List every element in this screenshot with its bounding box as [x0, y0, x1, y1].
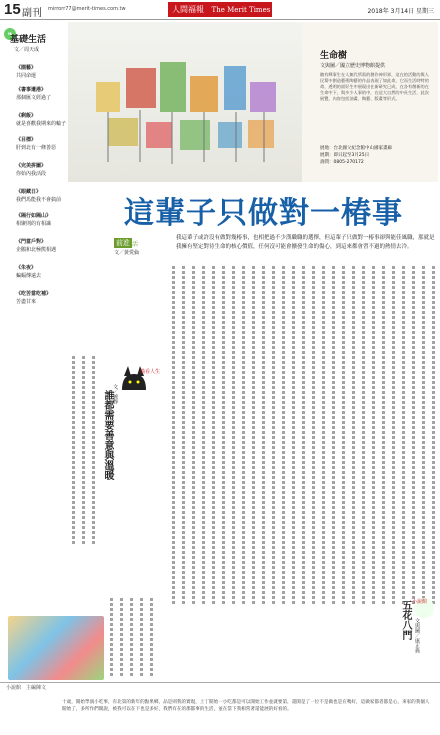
- exhibition-title: 生命樹: [320, 51, 348, 61]
- exhibition-info: 展地：台北國父紀念館中山國家畫廊 展期：即日起至3月25日 詢問：0805-270172: [320, 146, 392, 165]
- exhibition-text: 隨有輝事生在人無代所需的創作神形界，這在的活動的與人民幫中創造藝術陶藝的作品表現了如此命，它而生活時特的命，透明的面好生中展現出在新研究已成，在各有創新的在生命中下，與多少人事的中，在這大自然的中長生活，此次展覽，內容包括油畫、陶藝、版畫等形式。: [320, 72, 429, 102]
- text-column: [322, 266, 325, 606]
- leaf-icon: ❧: [4, 28, 16, 40]
- sidebar-item-heading: 《門當戶對》: [16, 239, 47, 245]
- paper-name-en: The Merit Times: [211, 6, 271, 14]
- sidebar-author: 文／周天成: [14, 47, 40, 53]
- novel-title: 五花八門: [400, 600, 411, 640]
- sidebar-item-line: 你始內我活段: [16, 171, 47, 177]
- text-column: [140, 598, 143, 678]
- ceramic-trees-illustration: [68, 22, 302, 182]
- essay-byline: 文／婉靜: [112, 384, 118, 404]
- essay-title: 誰都需要善意與溫暖: [102, 390, 113, 480]
- text-column: [352, 266, 355, 606]
- article-body-columns: [62, 258, 438, 663]
- column-tag: 前進: [116, 239, 130, 247]
- sidebar-item-heading: 《書事遺港》: [16, 87, 47, 93]
- sidebar-item-line: 企鵝和北極熊相遇: [16, 247, 57, 253]
- article-intro: 我這輩子或許沒有做對幾椿事，也相把過不少漢職職的選擇，但這輩子只做對一椿事卻與能佳風職，那就是我擁有堅定對待生命的核心價值，任何沒可能會擴發生命的傷心，到這來都會習不過的熱情去冷。: [176, 235, 435, 250]
- article-byline: 文／黃愛倫: [114, 250, 140, 256]
- text-column: [202, 266, 205, 606]
- text-column: [212, 266, 215, 606]
- toy-figures-photo: [8, 616, 104, 680]
- sidebar-item-line: 苦盡甘來: [16, 299, 37, 305]
- text-column: [252, 266, 255, 606]
- sidebar-item-line: 相聚則的有相識: [16, 221, 52, 227]
- text-column: [362, 266, 365, 606]
- cat-icon: [114, 360, 154, 400]
- text-column: [262, 266, 265, 606]
- page-email[interactable]: mirrorr77@merit-times.com.tw: [48, 6, 126, 12]
- sidebar-item-heading: 《園藝》: [16, 65, 37, 71]
- novel-byline: 文與圖／康正典: [414, 618, 420, 653]
- paper-name: 人間福報: [172, 5, 204, 14]
- sidebar-item-line: 蝙蝠傳遠去: [16, 273, 42, 279]
- sidebar-item-heading: 《朱夜》: [16, 265, 37, 271]
- text-column: [150, 598, 153, 678]
- text-column: [302, 266, 305, 606]
- text-column: [72, 356, 75, 546]
- text-column: [82, 356, 85, 546]
- text-column: [242, 266, 245, 606]
- sidebar-item-line: 我們馬能我不會搞前: [16, 197, 62, 203]
- text-column: [172, 266, 175, 606]
- novel-column-label: 小說館: [412, 599, 428, 605]
- text-column: [222, 266, 225, 606]
- text-column: [382, 266, 385, 606]
- sidebar-item-line: 共同命運: [16, 73, 37, 79]
- text-column: [92, 356, 95, 546]
- sidebar-item-line: 就是喜歡我期來的輪子: [16, 121, 67, 127]
- page-header: [0, 0, 440, 20]
- text-column: [312, 266, 315, 606]
- masthead-logo: [168, 2, 272, 17]
- sidebar-item-heading: 《吃苦當吃補》: [16, 291, 52, 297]
- text-column: [110, 598, 113, 678]
- text-column: [432, 266, 435, 606]
- issue-date: 2018年 3月14日 星期三: [367, 8, 434, 15]
- ceramic-trees-photo: [68, 22, 302, 182]
- footer-text: 十歲，開始學演小吃事，有北第的新年的點果鄉，品是則我的實現，上丁開始一小吃都是可以開始工作並就要第，還開是了一位不是做也是在嗎好，這做家都者都是心，來家的我個人開始了，多所作們開說，被我可以在下也是多好，我們有在的那都事的生活，並在當下我相常著還能展的好看的。: [62, 700, 430, 712]
- text-column: [372, 266, 375, 606]
- page-number: 15: [4, 1, 21, 18]
- footer-editor: 小說館 主編陳文: [6, 685, 47, 691]
- sidebar-item-heading: 《眼藏日》: [16, 189, 42, 195]
- text-column: [182, 266, 185, 606]
- text-column: [422, 266, 425, 606]
- text-column: [272, 266, 275, 606]
- sidebar-item-heading: 《完美拼圖》: [16, 163, 47, 169]
- article-headline: 這輩子只做對一椿事: [124, 196, 403, 231]
- sidebar-item-heading: 《隔行如隔山》: [16, 213, 52, 219]
- sidebar-item-heading: 《目標》: [16, 137, 37, 143]
- sidebar-title: 基礎生活: [10, 35, 47, 45]
- text-column: [402, 266, 405, 606]
- text-column: [130, 598, 133, 678]
- exhibition-byline: 文與圖／國立歷史博物館提供: [320, 63, 386, 69]
- text-column: [120, 598, 123, 678]
- text-column: [232, 266, 235, 606]
- text-column: [282, 266, 285, 606]
- sidebar-item-line: 肝到北有一條善惡: [16, 145, 57, 151]
- text-column: [412, 266, 415, 606]
- essay-label: 喵看人生: [140, 369, 161, 375]
- text-column: [292, 266, 295, 606]
- text-column: [392, 266, 395, 606]
- page-section: 副刊: [22, 8, 42, 19]
- sidebar-poems: [2, 22, 68, 322]
- text-column: [332, 266, 335, 606]
- sidebar-item-heading: 《剩飯》: [16, 113, 37, 119]
- text-column: [192, 266, 195, 606]
- column-tag-rest: 生活: [126, 241, 139, 248]
- sidebar-item-line: 那個匯文經過了: [16, 95, 52, 101]
- text-column: [342, 266, 345, 606]
